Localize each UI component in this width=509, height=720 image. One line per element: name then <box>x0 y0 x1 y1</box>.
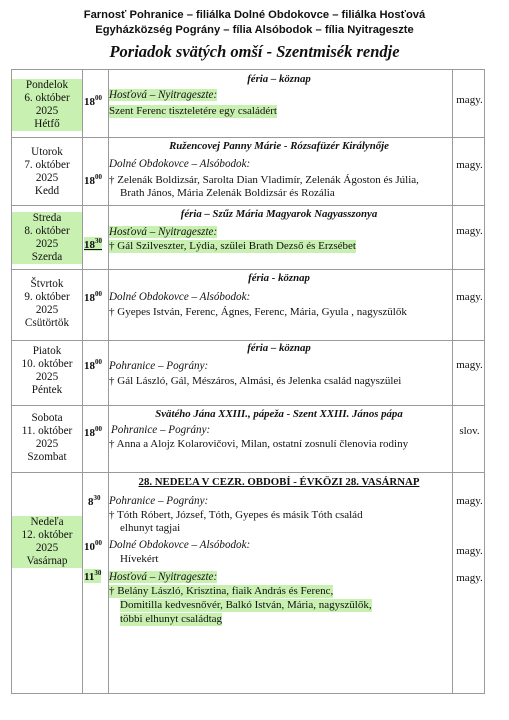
day-sunday <box>12 516 82 568</box>
mass-location: Hosťová – Nyitrageszte: <box>109 226 218 238</box>
mass-time: $8^{30}$ <box>88 494 101 508</box>
mass-location: Dolné Obdokovce – Alsóbodok: <box>109 539 251 551</box>
mass-intention: Hívekért <box>120 553 159 565</box>
day-name-hu: Csütörtök <box>24 317 70 329</box>
day-date: 6. október <box>24 92 70 104</box>
parish-header-line1: Farnosť Pohranice – filiálka Dolné Obdokovce – filiálka Hosťová <box>83 9 426 21</box>
day-year: 2025 <box>35 438 59 450</box>
mass-location: Dolné Obdokovce – Alsóbodok: <box>109 158 251 170</box>
mass-time: $18^{00}$ <box>84 173 102 187</box>
row-divider <box>12 205 484 206</box>
row-divider <box>12 472 484 473</box>
day-monday <box>12 79 82 131</box>
mass-time: $18^{00}$ <box>84 94 102 108</box>
row-divider <box>12 269 484 270</box>
mass-language: magy. <box>456 291 483 303</box>
day-saturday <box>12 412 82 464</box>
day-name: Utorok <box>31 146 63 158</box>
parish-header-line2: Egyházközség Pográny – fília Alsóbodok – fília Nyitrageszte <box>95 24 414 36</box>
mass-intention-cont: Domitilla kedvesnővér, Balkó István, Mária, nagyszülők, <box>120 599 372 611</box>
day-name: Sobota <box>31 412 63 424</box>
day-name-hu: Kedd <box>34 185 60 197</box>
day-friday <box>12 345 82 397</box>
day-date: 8. október <box>24 225 70 237</box>
feast-title: Ružencovej Panny Márie - Rózsafüzér Királynője <box>169 140 389 152</box>
mass-language: magy. <box>456 94 483 106</box>
day-name: Streda <box>32 212 62 224</box>
day-year: 2025 <box>35 304 59 316</box>
mass-time: $18^{00}$ <box>84 290 102 304</box>
mass-location: Pohranice – Pográny: <box>111 424 211 436</box>
mass-language: magy. <box>456 225 483 237</box>
column-divider-day <box>82 70 83 693</box>
day-date: 7. október <box>24 159 70 171</box>
mass-time: $18^{00}$ <box>84 358 102 372</box>
day-name-hu: Szombat <box>27 451 67 463</box>
mass-language: magy. <box>456 572 483 584</box>
feast-title: féria – Szűz Mária Magyarok Nagyasszonya <box>180 208 378 220</box>
day-date: 12. október <box>21 529 73 541</box>
schedule-table <box>11 69 485 694</box>
day-year: 2025 <box>35 105 59 117</box>
mass-language: magy. <box>456 159 483 171</box>
mass-intention: † Zelenák Boldizsár, Sarolta Dian Vladimír, Zelenák Ágoston és Júlia, <box>109 174 419 186</box>
mass-intention-cont: Brath János, Mária Zelenák Boldizsár és Rozália <box>120 187 335 199</box>
feast-title: féria - köznap <box>248 272 310 284</box>
mass-intention: † Gál Szilveszter, Lýdia, szülei Brath Dezső és Erzsébet <box>109 240 356 252</box>
mass-location: Dolné Obdokovce – Alsóbodok: <box>109 291 251 303</box>
mass-language: magy. <box>456 359 483 371</box>
feast-title: Svätého Jána XXIII., pápeža - Szent XXIII. János pápa <box>155 408 403 420</box>
mass-location: Hosťová – Nyitrageszte: <box>109 89 218 101</box>
row-divider <box>12 340 484 341</box>
day-date: 9. október <box>24 291 70 303</box>
mass-intention-cont: elhunyt tagjai <box>120 522 181 534</box>
mass-location: Pohranice – Pográny: <box>109 495 209 507</box>
mass-time: $18^{00}$ <box>84 425 102 439</box>
mass-language: magy. <box>456 545 483 557</box>
day-year: 2025 <box>35 542 59 554</box>
day-year: 2025 <box>35 238 59 250</box>
mass-time: $10^{00}$ <box>84 539 102 553</box>
mass-intention: † Gál László, Gál, Mészáros, Almási, és Jelenka család nagyszülei <box>109 375 402 387</box>
day-name: Pondelok <box>25 79 69 91</box>
mass-language: magy. <box>456 495 483 507</box>
day-name: Štvrtok <box>30 278 64 290</box>
day-name-hu: Szerda <box>31 251 63 263</box>
mass-time: $11^{30}$ <box>84 569 102 583</box>
feast-title: féria – köznap <box>247 73 311 85</box>
day-tuesday <box>12 146 82 198</box>
mass-language: slov. <box>459 425 480 437</box>
day-date: 10. október <box>21 358 73 370</box>
day-date: 11. október <box>21 425 73 437</box>
day-wednesday <box>12 212 82 264</box>
day-thursday <box>12 278 82 330</box>
day-name-hu: Hétfő <box>34 118 60 130</box>
mass-intention: Szent Ferenc tiszteletére egy családért <box>109 105 277 117</box>
row-divider <box>12 405 484 406</box>
day-year: 2025 <box>35 172 59 184</box>
mass-intention: † Anna a Alojz Kolarovičovi, Milan, ostatní zosnulí členovia rodiny <box>109 438 409 450</box>
day-name: Nedeľa <box>30 516 64 528</box>
mass-intention: † Tóth Róbert, József, Tóth, Gyepes és másik Tóth család <box>109 509 363 521</box>
mass-intention: † Gyepes István, Ferenc, Ágnes, Ferenc, Mária, Gyula , nagyszülők <box>109 306 407 318</box>
mass-intention-cont: többi elhunyt családtag <box>120 613 223 625</box>
mass-location: Pohranice – Pográny: <box>109 360 209 372</box>
mass-intention: † Belány László, Krisztina, fiaik András és Ferenc, <box>109 585 334 597</box>
row-divider <box>12 137 484 138</box>
day-year: 2025 <box>35 371 59 383</box>
feast-title: féria – köznap <box>247 342 311 354</box>
day-name: Piatok <box>32 345 62 357</box>
day-name-hu: Vasárnap <box>26 555 68 567</box>
mass-location: Hosťová – Nyitrageszte: <box>109 571 218 583</box>
mass-time: $18^{30}$ <box>84 237 102 251</box>
feast-title: 28. NEDEĽA V CEZR. OBDOBÍ - ÉVKÖZI 28. VASÁRNAP <box>138 476 420 488</box>
page-title: Poriadok svätých omší - Szentmisék rendje <box>109 42 400 61</box>
day-name-hu: Péntek <box>31 384 63 396</box>
